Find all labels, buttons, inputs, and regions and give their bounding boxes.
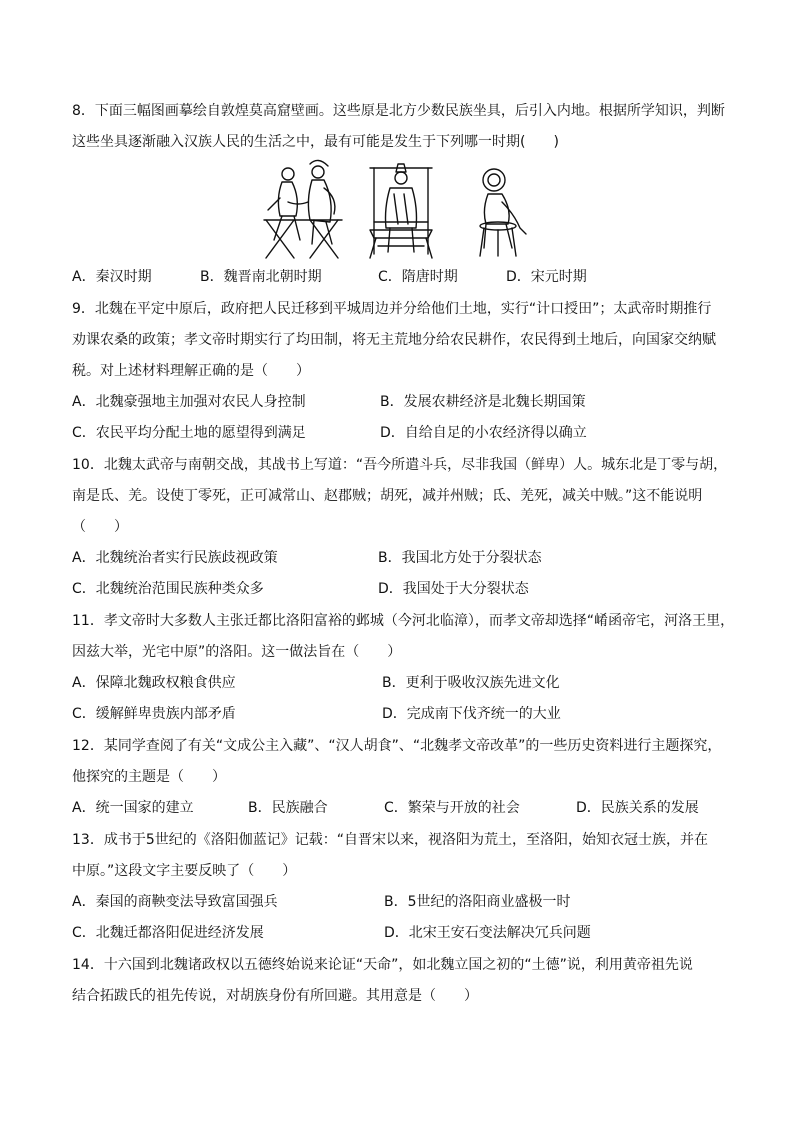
question-14 (72, 950, 732, 1012)
question-9-option-c[interactable]: C．农民平均分配土地的愿望得到满足 (72, 425, 306, 441)
question-11-option-c[interactable]: C．缓解鲜卑贵族内部矛盾 (72, 706, 236, 722)
question-9-line-3: 税。对上述材料理解正确的是（ ） (72, 363, 310, 379)
question-10-options-row-2 (72, 574, 752, 605)
round-stool-icon (480, 169, 526, 256)
question-12-line-1: 12．某同学查阅了有关“文成公主入藏”、“汉人胡食”、“北魏孝文帝改革”的一些历史资料进行主题探究， (72, 738, 722, 754)
question-9-line-1: 9．北魏在平定中原后，政府把人民迁移到平城周边并分给他们土地，实行“计口授田”；太武帝时期推行 (72, 301, 712, 317)
question-11-option-b[interactable]: B．更利于吸收汉族先进文化 (382, 675, 560, 691)
question-10-line-2: 南是氐、羌。设使丁零死，正可减常山、赵郡贼；胡死，减并州贼；氐、羌死，减关中贼。”这不能说明 (72, 488, 703, 504)
question-9-options-row-2 (72, 418, 752, 449)
question-9-option-d[interactable]: D．自给自足的小农经济得以确立 (380, 425, 587, 441)
question-12-line-2: 他探究的主题是（ ） (72, 769, 226, 785)
mural-seating-figure (258, 158, 538, 262)
question-9-options-row-1 (72, 387, 752, 418)
question-11-option-a[interactable]: A．保障北魏政权粮食供应 (72, 675, 236, 691)
question-10-option-c[interactable]: C．北魏统治范围民族种类众多 (72, 581, 264, 597)
question-13-option-c[interactable]: C．北魏迁都洛阳促进经济发展 (72, 925, 264, 941)
question-13-line-2: 中原。”这段文字主要反映了（ ） (72, 863, 297, 879)
question-11-option-d[interactable]: D．完成南下伐齐统一的大业 (382, 706, 561, 722)
question-11-options-row-2 (72, 699, 752, 730)
chair-icon (370, 164, 432, 258)
question-10-options-row-1 (72, 543, 752, 574)
question-10-option-a[interactable]: A．北魏统治者实行民族歧视政策 (72, 550, 278, 566)
question-11-options-row-1 (72, 668, 752, 699)
question-12-option-c[interactable]: C．繁荣与开放的社会 (384, 800, 520, 816)
question-9-option-a[interactable]: A．北魏豪强地主加强对农民人身控制 (72, 394, 306, 410)
question-8-line-1: 8．下面三幅图画摹绘自敦煌莫高窟壁画。这些原是北方少数民族坐具，后引入内地。根据所学知识，判断 (72, 103, 725, 119)
question-12 (72, 731, 732, 793)
question-10-line-3: （ ） (72, 519, 128, 535)
question-8-option-b[interactable]: B．魏晋南北朝时期 (200, 269, 322, 285)
question-11-line-1: 11．孝文帝时大多数人主张迁都比洛阳富裕的邺城（今河北临漳），而孝文帝却选择“崤函帝宅，河洛王里， (72, 613, 735, 629)
question-13-options-row-2 (72, 918, 752, 949)
question-10-line-1: 10．北魏太武帝与南朝交战，其战书上写道：“吾今所遣斗兵，尽非我国（鲜卑）人。城东北是丁零与胡， (72, 457, 728, 473)
question-10-option-b[interactable]: B．我国北方处于分裂状态 (378, 550, 542, 566)
question-8 (72, 96, 732, 158)
question-14-line-1: 14．十六国到北魏诸政权以五德终始说来论证“天命”，如北魏立国之初的“土德”说，利用黄帝祖先说 (72, 957, 693, 973)
question-8-option-c[interactable]: C．隋唐时期 (378, 269, 458, 285)
question-8-options (72, 262, 752, 293)
question-13-line-1: 13．成书于5世纪的《洛阳伽蓝记》记载：“自晋宋以来，视洛阳为荒土，至洛阳，始知衣冠士族，并在 (72, 832, 708, 848)
question-9-option-b[interactable]: B．发展农耕经济是北魏长期国策 (380, 394, 586, 410)
question-13-options-row-1 (72, 887, 752, 918)
question-8-option-a[interactable]: A．秦汉时期 (72, 269, 152, 285)
folding-stool-icon (264, 160, 342, 258)
question-9 (72, 294, 732, 387)
question-11 (72, 606, 735, 668)
question-9-line-2: 劝课农桑的政策；孝文帝时期实行了均田制，将无主荒地分给农民耕作，农民得到土地后，向国家交纳赋 (72, 332, 716, 348)
question-13-option-d[interactable]: D．北宋王安石变法解决冗兵问题 (384, 925, 591, 941)
question-13 (72, 825, 732, 887)
question-13-option-b[interactable]: B．5世纪的洛阳商业盛极一时 (384, 894, 571, 910)
question-14-line-2: 结合拓跋氏的祖先传说，对胡族身份有所回避。其用意是（ ） (72, 988, 478, 1004)
question-11-line-2: 因兹大举，光宅中原”的洛阳。这一做法旨在（ ） (72, 644, 402, 660)
question-10 (72, 450, 732, 543)
question-12-option-b[interactable]: B．民族融合 (248, 800, 328, 816)
question-8-option-d[interactable]: D．宋元时期 (506, 269, 587, 285)
question-12-options (72, 793, 752, 824)
question-10-option-d[interactable]: D．我国处于大分裂状态 (378, 581, 529, 597)
question-12-option-d[interactable]: D．民族关系的发展 (576, 800, 699, 816)
question-8-line-2: 这些坐具逐渐融入汉族人民的生活之中，最有可能是发生于下列哪一时期( ) (72, 134, 559, 150)
question-13-option-a[interactable]: A．秦国的商鞅变法导致富国强兵 (72, 894, 278, 910)
question-12-option-a[interactable]: A．统一国家的建立 (72, 800, 194, 816)
